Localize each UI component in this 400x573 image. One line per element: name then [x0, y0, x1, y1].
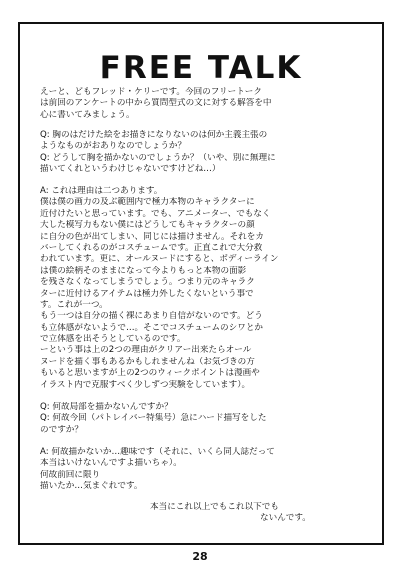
answer-line: 近付けたいと思っています。でも、アニメーター、でもなく [40, 208, 271, 219]
answer-line: A: これは理由は二つあります。 [40, 186, 163, 196]
question-line: Q: どうして胸を描かないのでしょうか？（いや、別に無理に [40, 152, 276, 163]
intro-line: えーと、どもフレッド・ケリーです。今回のフリートーク [40, 87, 262, 97]
closing-text [150, 502, 360, 525]
answer-line: ターに近付けるアイテムは極力外したくないという事で [40, 288, 254, 299]
answer-line: イラスト内で克服すべく少しずつ実験をしています）。 [40, 379, 251, 390]
answer-line: に自分の色が出てしまい、同じには描けません。それをカ [40, 231, 264, 242]
answer-line: 何故前回に限り [40, 469, 101, 480]
question-line: 描いてくれというわけじゃないですけどね…） [40, 164, 221, 175]
answer-block-1 [40, 186, 365, 391]
answer-line: も立体感がないようで…。そこでコスチュームのシワとか [40, 322, 264, 333]
question-line: Q: 胸のはだけた絵をお描きになりないのは何か主義主張の [40, 130, 268, 140]
answer-line: で立体感を出そうとしているのです。 [40, 334, 186, 345]
question-line: ようなものがおありなのでしょうか？ [40, 141, 187, 152]
intro-line: は前回のアンケートの中から質問型式の文に対する解答を中 [40, 98, 272, 109]
answer-line: ーという事は上の2つの理由がクリアー出来たらオール [40, 345, 252, 356]
answer-block-2 [40, 447, 365, 493]
answer-line: A: 何故描かないか…趣味です（それに、いくら同人誌だって [40, 447, 275, 457]
answer-line: もう一つは自分の描く裸にあまり自信がないのです。どう [40, 311, 263, 322]
closing-line: ないんです。 [260, 513, 311, 524]
answer-line: す。これが一つ。 [40, 299, 108, 310]
answer-line: を残さなくなってしまうでしょう。つまり元のキャラク [40, 277, 255, 288]
question-line: のですか？ [40, 424, 83, 435]
question-block-2 [40, 402, 365, 436]
answer-line: 本当はいけないんですよ描いちゃ）。 [40, 458, 182, 469]
question-line: Q: 何故局部を描かないんですか？ [40, 402, 173, 412]
answer-line: は僕の絵柄そのままになって今よりもっと本物の面影 [40, 265, 247, 276]
intro-line: 心に書いてみましょう。 [40, 109, 135, 120]
closing-line: 本当にこれ以上でもこれ以下でも [150, 502, 279, 512]
answer-line: 描いたか…気まぐれです。 [40, 481, 143, 492]
answer-line: ヌードを描く事もあるかもしれませんね（お気づきの方 [40, 356, 255, 367]
question-block-1 [40, 130, 365, 176]
answer-line: われています。更に、オールヌードにすると、ボディーライン [40, 254, 279, 265]
intro-text [40, 87, 365, 121]
answer-line: 大した模写力もない僕にはどうしてもキャラクターの顔 [40, 220, 255, 231]
page-title: FREE TALK [99, 50, 303, 86]
page-number: 28 [192, 550, 208, 563]
answer-line: バーしてくれるのがコスチュームです。正直これで大分救 [40, 242, 263, 253]
question-line: Q: 何故今回（パトレイバー特集号）急にハード描写をした [40, 413, 267, 424]
answer-line: もいると思いますが上の2つのウィークポイントは漫画や [40, 368, 260, 379]
answer-line: 僕は僕の画力の及ぶ範囲内で極力本物のキャラクターに [40, 197, 255, 208]
